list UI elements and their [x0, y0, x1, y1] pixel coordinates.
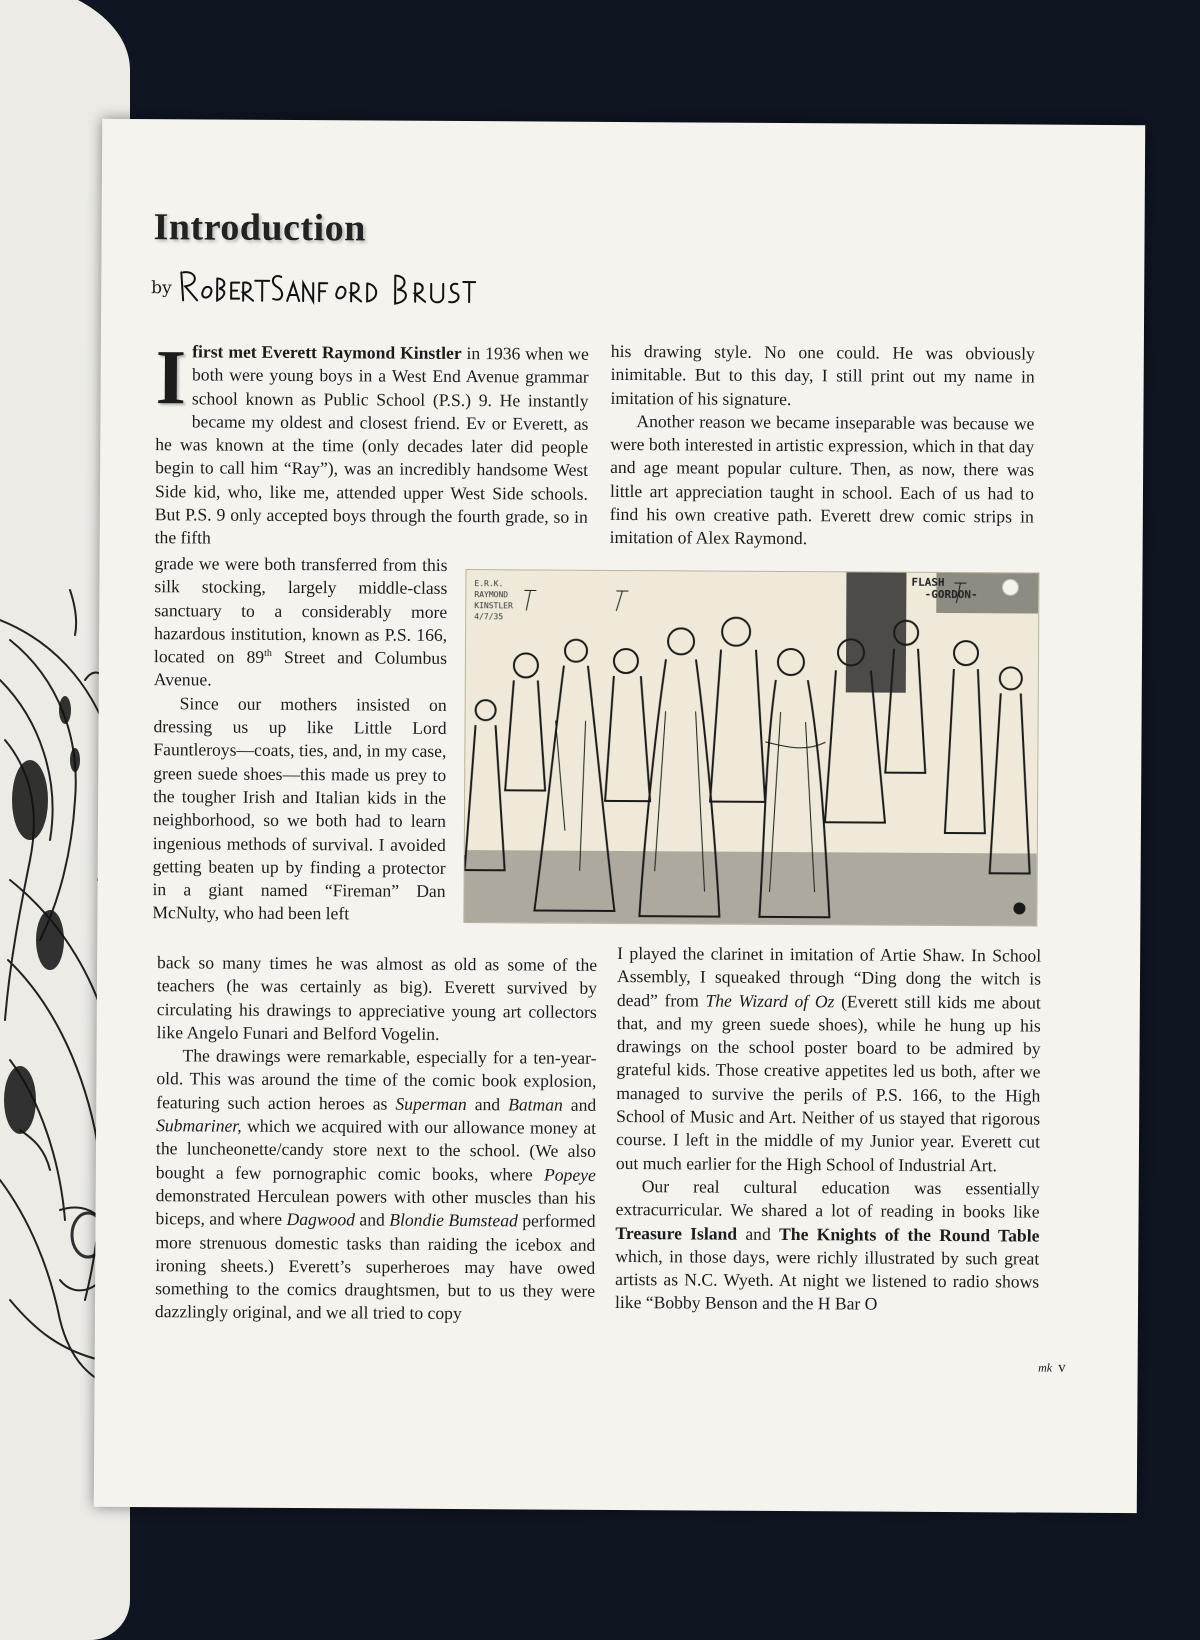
title-submariner: Submariner,: [156, 1115, 242, 1136]
paragraph-text: which, in those days, were richly illustrated by such great artists as N.C. Wyeth. At night we listened to radio shows like “Bobby Benson and the H Bar O: [615, 1246, 1039, 1314]
paragraph: back so many times he was almost as old as some of the teachers (he was certainly as big). Everett survived by circulating his drawings to appreciative young art collectors like Angelo Funari and Belford Vogelin.: [157, 951, 598, 1047]
paragraph-text: demonstrated Herculean powers with other muscles than his biceps, and where: [155, 1185, 595, 1229]
paragraph-text: which we acquired with our allowance money at the luncheonette/candy store next to the school. (We also bought a few pornographic comic books, where: [156, 1116, 596, 1184]
paragraph-text: I played the clarinet in imitation of Artie Shaw. In School Assembly, I squeaked through “Ding dong the witch is dead” from: [617, 943, 1041, 1010]
title-blondie: Blondie Bumstead: [389, 1210, 518, 1231]
illustration-signature: E.R.K. RAYMOND KINSTLER 4/7/35: [474, 578, 548, 622]
paragraph-text: in 1936 when we both were young boys in a West End Avenue grammar school known as Public School (P.S.) 9. He instantly became my oldest and closest friend. Ev or Everett, as he was known at the time (only decades later did people begin to call him “Ray”), was an incredibly handsome West Side kid, who, like me, attended upper West Side schools. But P.S. 9 only accepted boys through the fourth grade, so in the fifth: [155, 343, 589, 548]
ordinal-suffix: th: [264, 648, 272, 659]
lead-in-text: first met Everett Raymond Kinstler: [192, 341, 462, 363]
flash-gordon-illustration: [463, 569, 1039, 926]
article-column-right-bottom: [615, 942, 1041, 1317]
article-column-left-bottom: [155, 951, 597, 1326]
paragraph-text: and: [355, 1210, 389, 1230]
paragraph: Since our mothers insisted on dressing us up like Little Lord Fauntleroys—coats, ties, and, in my case, green suede shoes—this made us prey to the tougher Irish and Italian kids in the neighborhood, so we both had to learn ingenious methods of survival. I avoided getting beaten up by finding a protector in a giant named “Fireman” Dan McNulty, who had been left: [152, 692, 446, 927]
title-knights-round-table: The Knights of the Round Table: [779, 1224, 1039, 1246]
book-page: [94, 119, 1145, 1513]
paragraph-text: and: [563, 1094, 596, 1114]
article-column-left-top: [155, 340, 589, 552]
page-number: [1038, 1360, 1066, 1377]
paragraph-text: and: [737, 1223, 779, 1243]
title-popeye: Popeye: [544, 1164, 596, 1184]
article-column-right-top: [610, 340, 1035, 552]
byline-by: by: [151, 278, 172, 298]
title-dagwood: Dagwood: [287, 1209, 356, 1229]
title-batman: Batman: [508, 1094, 563, 1114]
page-initials: mk: [1038, 1361, 1052, 1375]
paragraph-text: performed more strenuous domestic tasks than raiding the icebox and ironing sheets.) Everett’s superheroes may have owed something to the comics draughtsmen, but to us they were dazzlingly original, and we all tried to copy: [155, 1211, 596, 1324]
page-title: Introduction: [153, 205, 366, 250]
paragraph-text: grade we were both transferred from this silk stocking, largely middle-class sanctuary to a considerably more hazardous institution, known as P.S. 166, located on 89: [154, 553, 448, 667]
paragraph: his drawing style. No one could. He was obviously inimitable. But to this day, I still print out my name in imitation of his signature.: [610, 340, 1034, 412]
paragraph-text: (Everett still kids me about that, and my green suede shoes), while he hung up his drawings on the school poster board to be admired by grateful kids. Those creative appetites led us both, after we managed to survive the perils of P.S. 166, to the High School of Music and Art. Neither of us stayed that rigorous course. I left in the middle of my Junior year. Everett cut out much earlier for the High School of Industrial Art.: [616, 991, 1041, 1175]
article-column-left-wrap: [152, 552, 447, 927]
paragraph-text: Our real cultural education was essentially extracurricular. We shared a lot of reading in books like: [616, 1176, 1040, 1222]
paragraph-text: and: [467, 1094, 508, 1114]
paragraph-text: The drawings were remarkable, especially for a ten-year-old. This was around the time of the comic book explosion, featuring such action heroes as: [156, 1046, 596, 1114]
title-wizard-of-oz: The Wizard of Oz: [705, 990, 834, 1011]
paragraph-text: Street and Columbus Avenue.: [154, 647, 447, 690]
page-number-value: v: [1058, 1360, 1066, 1376]
title-treasure-island: Treasure Island: [615, 1223, 737, 1244]
author-signature: [177, 264, 477, 308]
drop-cap: I: [155, 344, 186, 410]
illustration-title: FLASH -GORDON-: [911, 577, 1031, 602]
title-superman: Superman: [395, 1093, 466, 1113]
ink-drawing: [464, 570, 1038, 925]
paragraph: Another reason we became inseparable was because we were both interested in artistic expression, which in that day and age meant popular culture. Then, as now, there was little art appreciation taught in school. Each of us had to find his own creative path. Everett drew comic strips in imitation of Alex Raymond.: [610, 410, 1035, 552]
